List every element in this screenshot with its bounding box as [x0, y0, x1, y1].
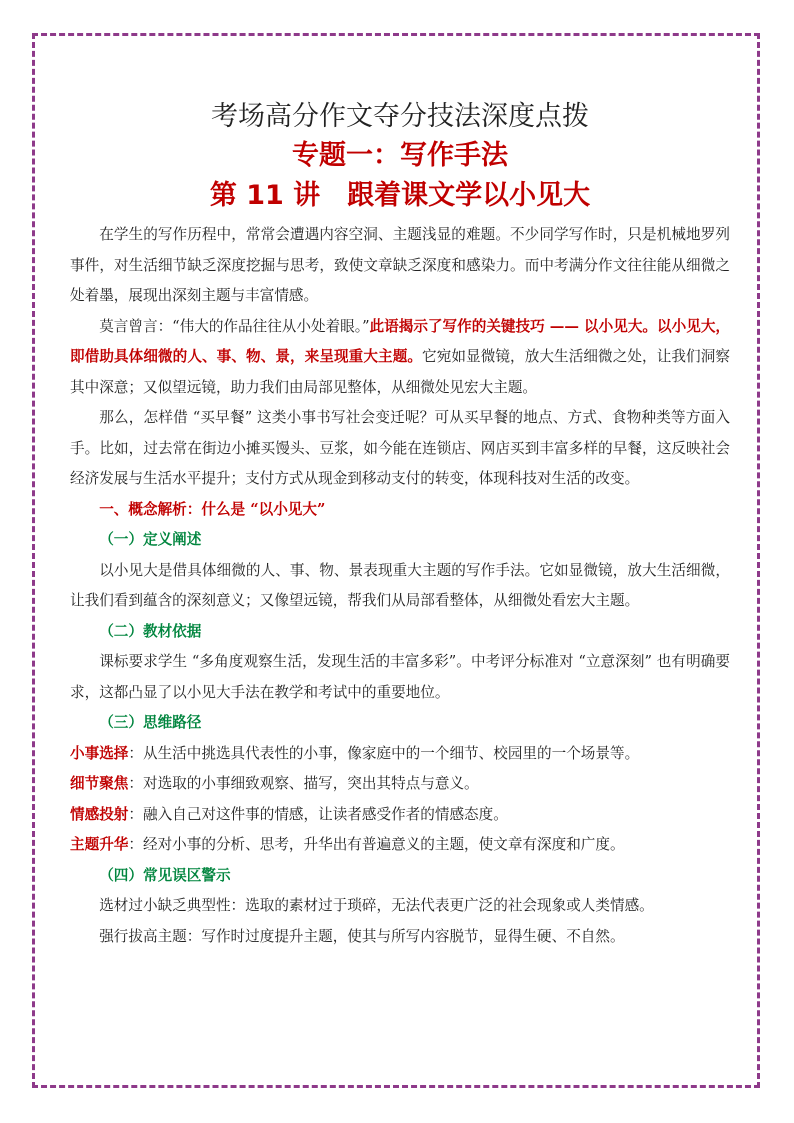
document-body [70, 98, 730, 952]
subsection-1-heading: （一）定义阐述 [99, 531, 202, 548]
subsection-3-heading: （三）思维路径 [99, 714, 202, 731]
subsection-1-text: 以小见大是借具体细微的人、事、物、景表现重大主题的写作手法。它如显微镜，放大生活细微，让我们看到蕴含的深刻意义；又像望远镜，帮我们从局部看整体，从细微处看宏大主题。 [70, 561, 730, 609]
subsection-2-heading: （二）教材依据 [99, 622, 202, 640]
quote-text: 莫言曾言：“伟大的作品往往从小处着眼。” [99, 317, 370, 335]
mistake-item: 选材过小缺乏典型性：选取的素材过于琐碎，无法代表更广泛的社会现象或人类情感。 [99, 897, 654, 914]
lecture-title: 第 11 讲 跟着课文学以小见大 [209, 180, 591, 211]
path-item-text: ：经对小事的分析、思考，升华出有普遍意义的主题，使文章有深度和广度。 [128, 836, 625, 853]
document-subtitle: 专题一：写作手法 [292, 140, 508, 171]
path-item-text: ：从生活中挑选具代表性的小事，像家庭中的一个细节、校园里的一个场景等。 [128, 744, 640, 762]
path-item-label: 情感投射 [70, 805, 129, 823]
subsection-2-text: 课标要求学生 “多角度观察生活，发现生活的丰富多彩”。中考评分标准对 “立意深刻” 也有明确要求，这都凸显了以小见大手法在教学和考试中的重要地位。 [70, 653, 730, 701]
subsection-4-heading: （四）常见误区警示 [99, 866, 231, 884]
path-item-label: 细节聚焦 [70, 775, 129, 792]
path-item-text: ：对选取的小事细致观察、描写，突出其特点与意义。 [128, 775, 479, 792]
section-1-heading: 一、概念解析：什么是 “以小见大” [99, 500, 326, 518]
path-item [70, 800, 730, 831]
path-item [70, 830, 730, 861]
intro-paragraph-1: 在学生的写作历程中，常常会遭遇内容空洞、主题浅显的难题。不少同学写作时，只是机械地罗列事件，对生活细节缺乏深度挖掘与思考，致使文章缺乏深度和感染力。而中考满分作文往往能从细微之处着墨，展现出深刻主题与丰富情感。 [70, 226, 730, 304]
key-technique-text: 此语揭示了写作的关键技巧 —— 以小见大。以小见大，即借助具体细微的人、事、物、景，来呈现重大主题。 [70, 317, 731, 365]
analogy-text: 它宛如显微镜，放大生活细微之处，让我们洞察其中深意；又似望远镜，助力我们由局部见整体，从细微处见宏大主题。 [70, 348, 730, 396]
document-title: 考场高分作文夺分技法深度点拨 [211, 101, 589, 132]
path-item [70, 769, 730, 800]
mistake-item: 强行拔高主题：写作时过度提升主题，使其与所写内容脱节，显得生硬、不自然。 [99, 927, 625, 945]
intro-paragraph-2 [70, 312, 730, 404]
path-item-label: 小事选择 [70, 744, 129, 762]
path-item-text: ：融入自己对这件事的情感，让读者感受作者的情感态度。 [128, 805, 508, 823]
intro-paragraph-3: 那么，怎样借 “买早餐” 这类小事书写社会变迁呢？可从买早餐的地点、方式、食物种类等方面入手。比如，过去常在街边小摊买馒头、豆浆，如今能在连锁店、网店买到丰富多样的早餐，这反映社会经济发展与生活水平提升；支付方式从现金到移动支付的转变，体现科技对生活的改变。 [70, 409, 730, 487]
path-item-label: 主题升华 [70, 836, 129, 853]
path-item [70, 739, 730, 770]
